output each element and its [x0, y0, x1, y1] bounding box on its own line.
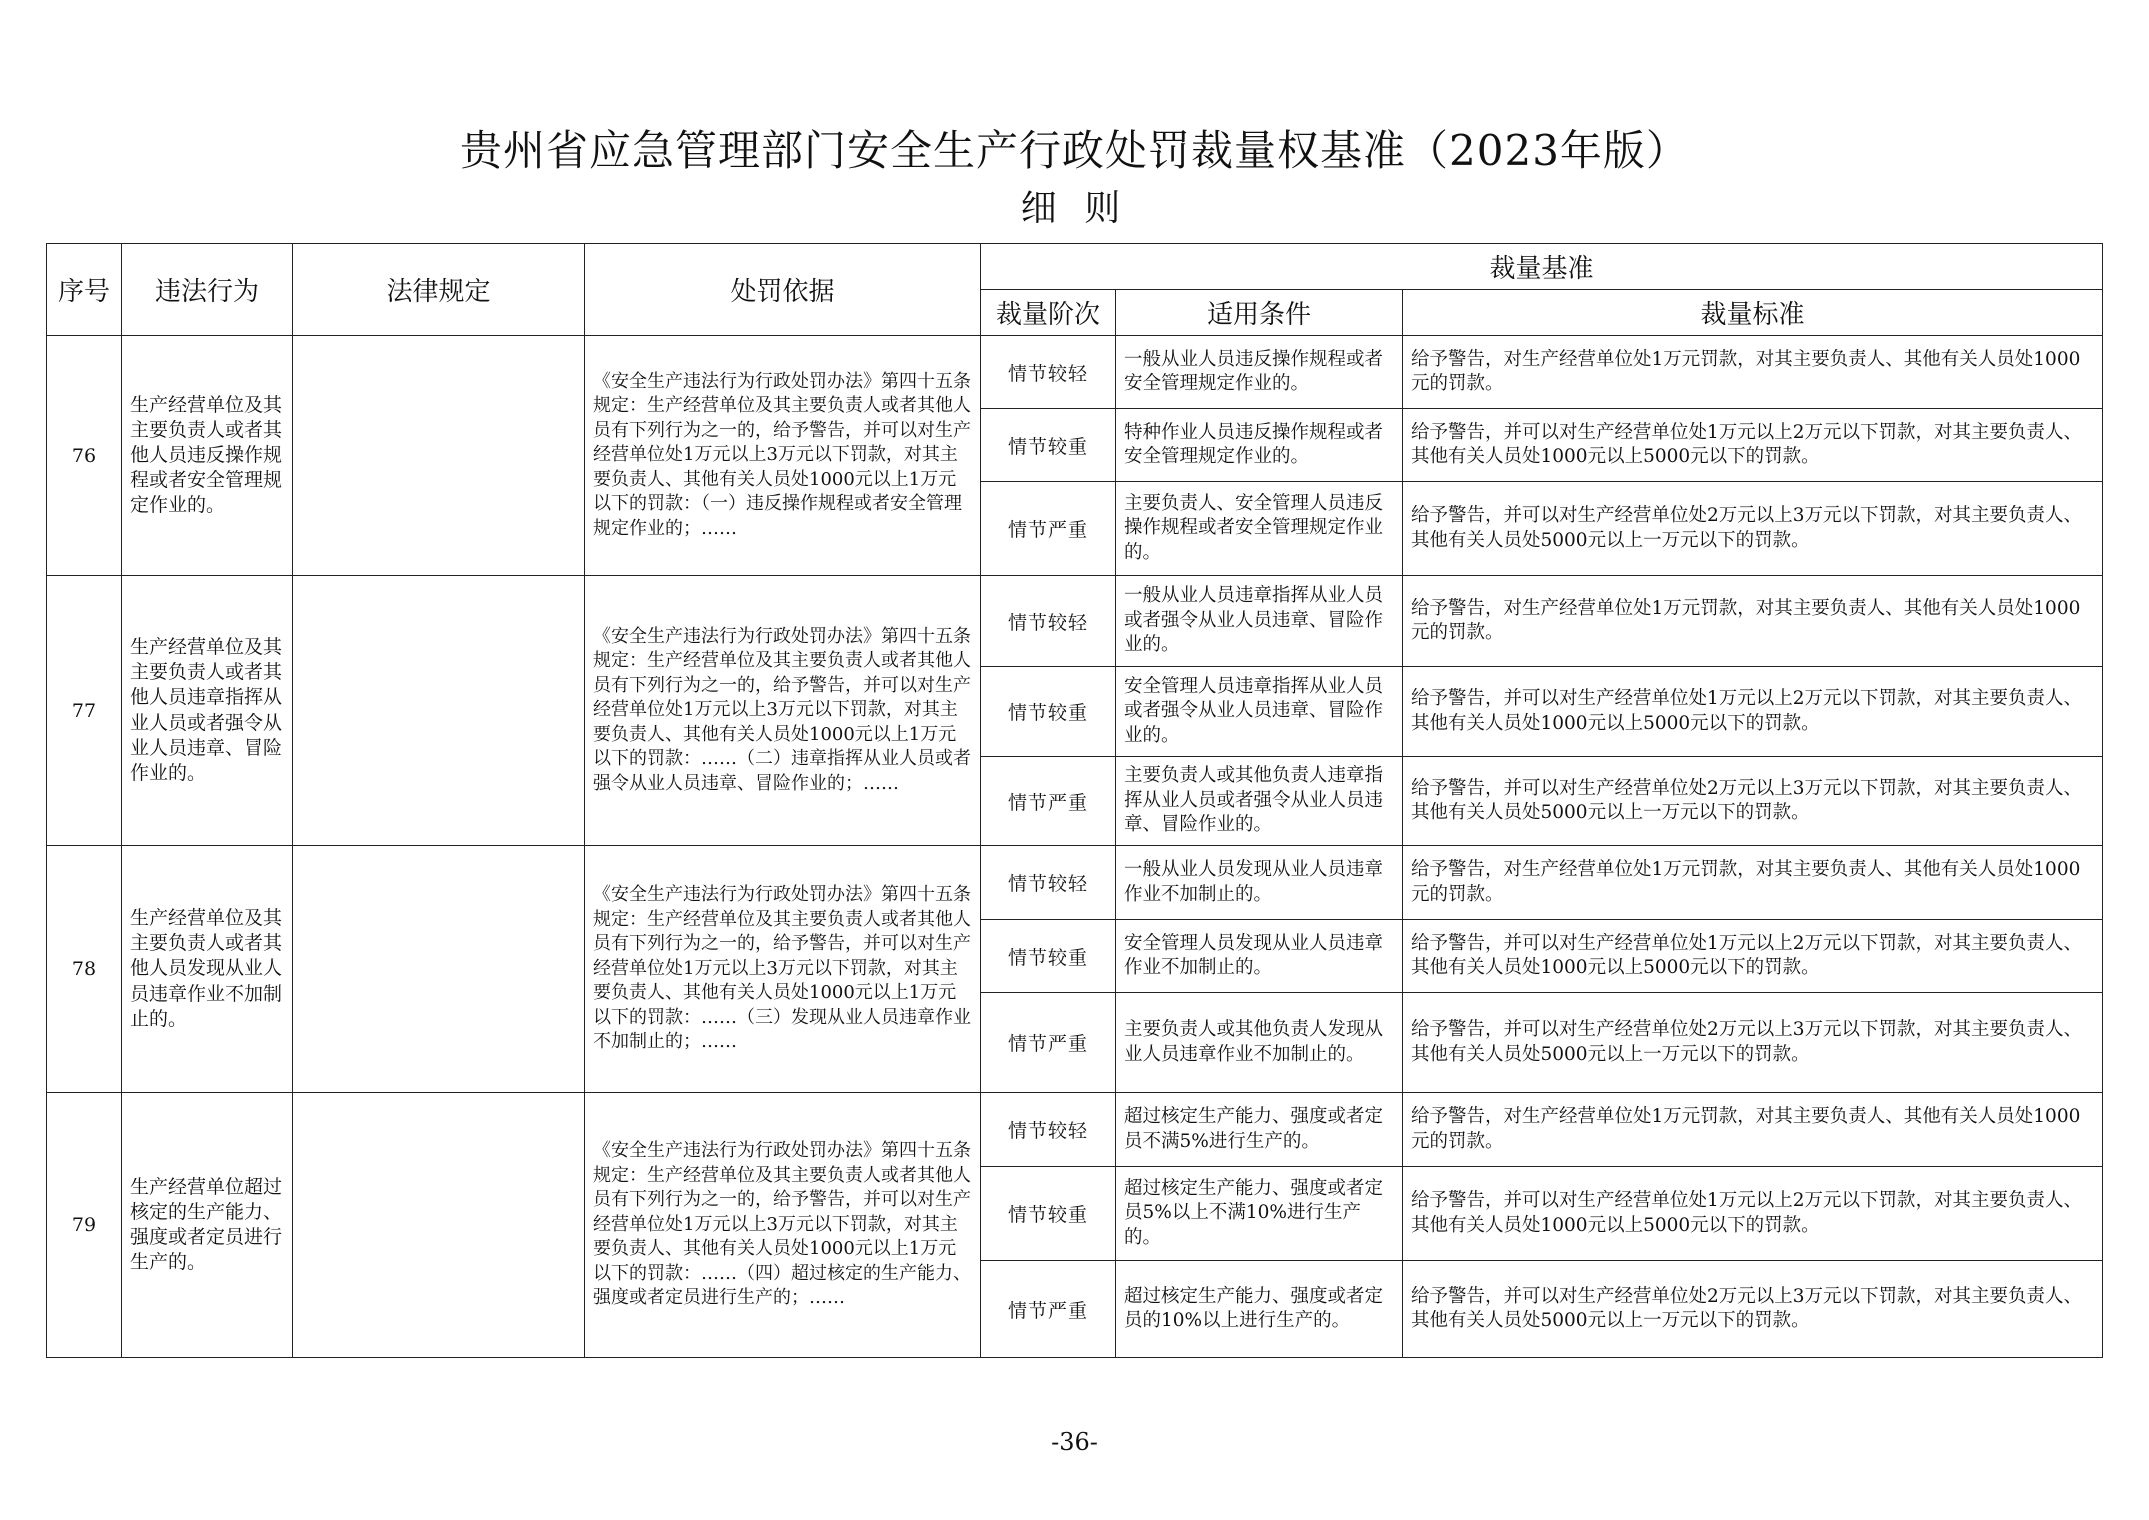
level-cell: 情节严重 [981, 1261, 1116, 1358]
condition-cell: 超过核定生产能力、强度或者定员不满5%进行生产的。 [1116, 1093, 1403, 1167]
level-cell: 情节较轻 [981, 846, 1116, 920]
level-cell: 情节较重 [981, 1167, 1116, 1261]
header-law: 法律规定 [293, 244, 585, 336]
level-cell: 情节较轻 [981, 336, 1116, 409]
standard-cell: 给予警告，对生产经营单位处1万元罚款，对其主要负责人、其他有关人员处1000元的罚款。 [1403, 846, 2103, 920]
condition-cell: 安全管理人员发现从业人员违章作业不加制止的。 [1116, 920, 1403, 993]
condition-cell: 主要负责人、安全管理人员违反操作规程或者安全管理规定作业的。 [1116, 482, 1403, 576]
condition-cell: 一般从业人员违反操作规程或者安全管理规定作业的。 [1116, 336, 1403, 409]
row-no: 77 [47, 576, 122, 846]
standard-cell: 给予警告，对生产经营单位处1万元罚款，对其主要负责人、其他有关人员处1000元的罚款。 [1403, 1093, 2103, 1167]
standard-cell: 给予警告，并可以对生产经营单位处2万元以上3万元以下罚款，对其主要负责人、其他有关人员处5000元以上一万元以下的罚款。 [1403, 757, 2103, 846]
row-basis: 《安全生产违法行为行政处罚办法》第四十五条规定：生产经营单位及其主要负责人或者其他人员有下列行为之一的，给予警告，并可以对生产经营单位处1万元以上3万元以下罚款，对其主要负责人、其他有关人员处1000元以上1万元以下的罚款：（一）违反操作规程或者安全管理规定作业的；…… [585, 336, 981, 576]
document-subtitle: 细 则 [1020, 188, 1129, 229]
header-benchmark: 裁量基准 [981, 244, 2103, 290]
standard-cell: 给予警告，并可以对生产经营单位处2万元以上3万元以下罚款，对其主要负责人、其他有关人员处5000元以上一万元以下的罚款。 [1403, 993, 2103, 1093]
condition-cell: 特种作业人员违反操作规程或者安全管理规定作业的。 [1116, 409, 1403, 482]
condition-cell: 主要负责人或其他负责人发现从业人员违章作业不加制止的。 [1116, 993, 1403, 1093]
header-act: 违法行为 [122, 244, 293, 336]
table-row [47, 576, 2103, 667]
condition-cell: 安全管理人员违章指挥从业人员或者强令从业人员违章、冒险作业的。 [1116, 667, 1403, 757]
standard-cell: 给予警告，并可以对生产经营单位处1万元以上2万元以下罚款，对其主要负责人、其他有关人员处1000元以上5000元以下的罚款。 [1403, 409, 2103, 482]
document-title: 贵州省应急管理部门安全生产行政处罚裁量权基准（2023年版） [460, 126, 1689, 175]
table-row [47, 846, 2103, 920]
condition-cell: 超过核定生产能力、强度或者定员的10%以上进行生产的。 [1116, 1261, 1403, 1358]
standard-cell: 给予警告，对生产经营单位处1万元罚款，对其主要负责人、其他有关人员处1000元的罚款。 [1403, 576, 2103, 667]
condition-cell: 超过核定生产能力、强度或者定员5%以上不满10%进行生产的。 [1116, 1167, 1403, 1261]
row-no: 78 [47, 846, 122, 1093]
table-row [47, 1093, 2103, 1167]
header-standard: 裁量标准 [1403, 290, 2103, 336]
page-number: -36- [1051, 1428, 1098, 1456]
row-law [293, 846, 585, 1093]
level-cell: 情节严重 [981, 757, 1116, 846]
header-basis: 处罚依据 [585, 244, 981, 336]
level-cell: 情节较重 [981, 920, 1116, 993]
level-cell: 情节较轻 [981, 576, 1116, 667]
row-basis: 《安全生产违法行为行政处罚办法》第四十五条规定：生产经营单位及其主要负责人或者其他人员有下列行为之一的，给予警告，并可以对生产经营单位处1万元以上3万元以下罚款，对其主要负责人、其他有关人员处1000元以上1万元以下的罚款：……（四）超过核定的生产能力、强度或者定员进行生产的；…… [585, 1093, 981, 1358]
header-no: 序号 [47, 244, 122, 336]
header-level: 裁量阶次 [981, 290, 1116, 336]
condition-cell: 主要负责人或其他负责人违章指挥从业人员或者强令从业人员违章、冒险作业的。 [1116, 757, 1403, 846]
row-law [293, 1093, 585, 1358]
standard-cell: 给予警告，并可以对生产经营单位处1万元以上2万元以下罚款，对其主要负责人、其他有关人员处1000元以上5000元以下的罚款。 [1403, 667, 2103, 757]
level-cell: 情节较轻 [981, 1093, 1116, 1167]
row-basis: 《安全生产违法行为行政处罚办法》第四十五条规定：生产经营单位及其主要负责人或者其他人员有下列行为之一的，给予警告，并可以对生产经营单位处1万元以上3万元以下罚款，对其主要负责人、其他有关人员处1000元以上1万元以下的罚款：……（三）发现从业人员违章作业不加制止的；…… [585, 846, 981, 1093]
level-cell: 情节较重 [981, 667, 1116, 757]
row-act: 生产经营单位及其主要负责人或者其他人员违反操作规程或者安全管理规定作业的。 [122, 336, 293, 576]
standard-cell: 给予警告，并可以对生产经营单位处2万元以上3万元以下罚款，对其主要负责人、其他有关人员处5000元以上一万元以下的罚款。 [1403, 1261, 2103, 1358]
condition-cell: 一般从业人员违章指挥从业人员或者强令从业人员违章、冒险作业的。 [1116, 576, 1403, 667]
row-law [293, 336, 585, 576]
level-cell: 情节较重 [981, 409, 1116, 482]
row-act: 生产经营单位及其主要负责人或者其他人员违章指挥从业人员或者强令从业人员违章、冒险作业的。 [122, 576, 293, 846]
table-row [47, 336, 2103, 409]
standard-cell: 给予警告，并可以对生产经营单位处1万元以上2万元以下罚款，对其主要负责人、其他有关人员处1000元以上5000元以下的罚款。 [1403, 1167, 2103, 1261]
row-act: 生产经营单位及其主要负责人或者其他人员发现从业人员违章作业不加制止的。 [122, 846, 293, 1093]
level-cell: 情节严重 [981, 993, 1116, 1093]
row-law [293, 576, 585, 846]
row-no: 76 [47, 336, 122, 576]
standard-cell: 给予警告，并可以对生产经营单位处1万元以上2万元以下罚款，对其主要负责人、其他有关人员处1000元以上5000元以下的罚款。 [1403, 920, 2103, 993]
row-basis: 《安全生产违法行为行政处罚办法》第四十五条规定：生产经营单位及其主要负责人或者其他人员有下列行为之一的，给予警告，并可以对生产经营单位处1万元以上3万元以下罚款，对其主要负责人、其他有关人员处1000元以上1万元以下的罚款：……（二）违章指挥从业人员或者强令从业人员违章、冒险作业的；…… [585, 576, 981, 846]
penalty-table [46, 243, 2103, 1358]
standard-cell: 给予警告，对生产经营单位处1万元罚款，对其主要负责人、其他有关人员处1000元的罚款。 [1403, 336, 2103, 409]
header-condition: 适用条件 [1116, 290, 1403, 336]
row-no: 79 [47, 1093, 122, 1358]
level-cell: 情节严重 [981, 482, 1116, 576]
row-act: 生产经营单位超过核定的生产能力、强度或者定员进行生产的。 [122, 1093, 293, 1358]
standard-cell: 给予警告，并可以对生产经营单位处2万元以上3万元以下罚款，对其主要负责人、其他有关人员处5000元以上一万元以下的罚款。 [1403, 482, 2103, 576]
condition-cell: 一般从业人员发现从业人员违章作业不加制止的。 [1116, 846, 1403, 920]
